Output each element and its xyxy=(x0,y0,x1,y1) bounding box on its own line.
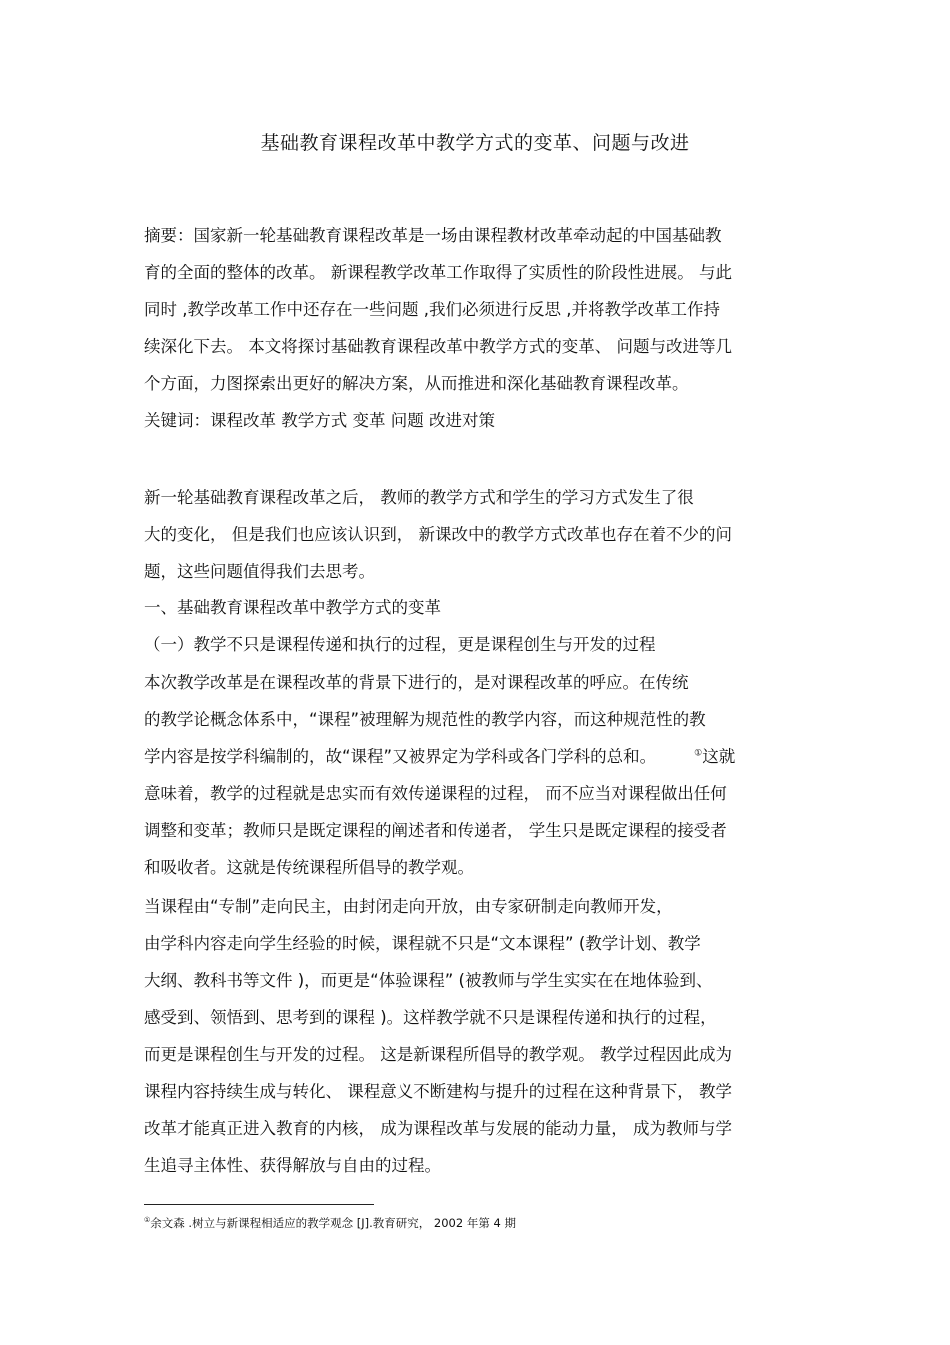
intro-line: 大的变化， 但是我们也应该认识到， 新课改中的教学方式改革也存在着不少的问 xyxy=(144,525,732,544)
body-line: 而更是课程创生与开发的过程。 这是新课程所倡导的教学观。 教学过程因此成为 xyxy=(144,1045,732,1064)
subsection-heading: （一）教学不只是课程传递和执行的过程，更是课程创生与开发的过程 xyxy=(144,635,656,654)
body-line: 调整和变革；教师只是既定课程的阐述者和传递者， 学生只是既定课程的接受者 xyxy=(144,821,727,840)
footnote-ref: ① xyxy=(694,748,703,759)
footnote-text: 余文森 .树立与新课程相适应的教学观念 [J].教育研究， 2002 年第 4 期 xyxy=(150,1216,516,1230)
body-line: 改革才能真正进入教育的内核， 成为课程改革与发展的能动力量， 成为教师与学 xyxy=(144,1119,732,1138)
section-heading: 一、基础教育课程改革中教学方式的变革 xyxy=(144,598,441,617)
body-line: 本次教学改革是在课程改革的背景下进行的，是对课程改革的呼应。在传统 xyxy=(144,673,689,692)
intro-line: 题，这些问题值得我们去思考。 xyxy=(144,562,375,581)
page-title: 基础教育课程改革中教学方式的变革、问题与改进 xyxy=(260,132,690,154)
body-line-text: 学内容是按学科编制的，故“课程”又被界定为学科或各门学科的总和。 xyxy=(144,747,657,766)
abstract-line: 摘要：国家新一轮基础教育课程改革是一场由课程教材改革牵动起的中国基础教 xyxy=(144,226,722,245)
body-line: 当课程由“专制”走向民主，由封闭走向开放，由专家研制走向教师开发， xyxy=(144,897,673,916)
body-line: 和吸收者。这就是传统课程所倡导的教学观。 xyxy=(144,858,474,877)
abstract-line: 育的全面的整体的改革。 新课程教学改革工作取得了实质性的阶段性进展。 与此 xyxy=(144,263,732,282)
footnote-marker: ① xyxy=(144,1216,151,1225)
body-line-tail: 这就 xyxy=(702,747,736,766)
body-line: 意味着，教学的过程就是忠实而有效传递课程的过程， 而不应当对课程做出任何 xyxy=(144,784,727,803)
body-line: 的教学论概念体系中，“课程”被理解为规范性的教学内容，而这种规范性的教 xyxy=(144,710,706,729)
keywords-line: 关键词：课程改革 教学方式 变革 问题 改进对策 xyxy=(144,411,495,430)
footnote-divider xyxy=(144,1204,374,1205)
intro-line: 新一轮基础教育课程改革之后， 教师的教学方式和学生的学习方式发生了很 xyxy=(144,488,694,507)
abstract-line: 同时 ,教学改革工作中还存在一些问题 ,我们必须进行反思 ,并将教学改革工作持 xyxy=(144,300,720,319)
body-line: 大纲、教科书等文件 )，而更是“体验课程” (被教师与学生实实在在地体验到、 xyxy=(144,971,713,990)
body-line: 课程内容持续生成与转化、 课程意义不断建构与提升的过程在这种背景下， 教学 xyxy=(144,1082,732,1101)
body-line: 生追寻主体性、获得解放与自由的过程。 xyxy=(144,1156,441,1175)
body-line: 由学科内容走向学生经验的时候，课程就不只是“文本课程” (教学计划、教学 xyxy=(144,934,701,953)
abstract-line: 续深化下去。 本文将探讨基础教育课程改革中教学方式的变革、 问题与改进等几 xyxy=(144,337,732,356)
body-line: 感受到、领悟到、思考到的课程 )。这样教学就不只是课程传递和执行的过程， xyxy=(144,1008,717,1027)
body-line xyxy=(144,747,735,767)
footnote xyxy=(144,1215,516,1231)
abstract-line: 个方面，力图探索出更好的解决方案，从而推进和深化基础教育课程改革。 xyxy=(144,374,689,393)
